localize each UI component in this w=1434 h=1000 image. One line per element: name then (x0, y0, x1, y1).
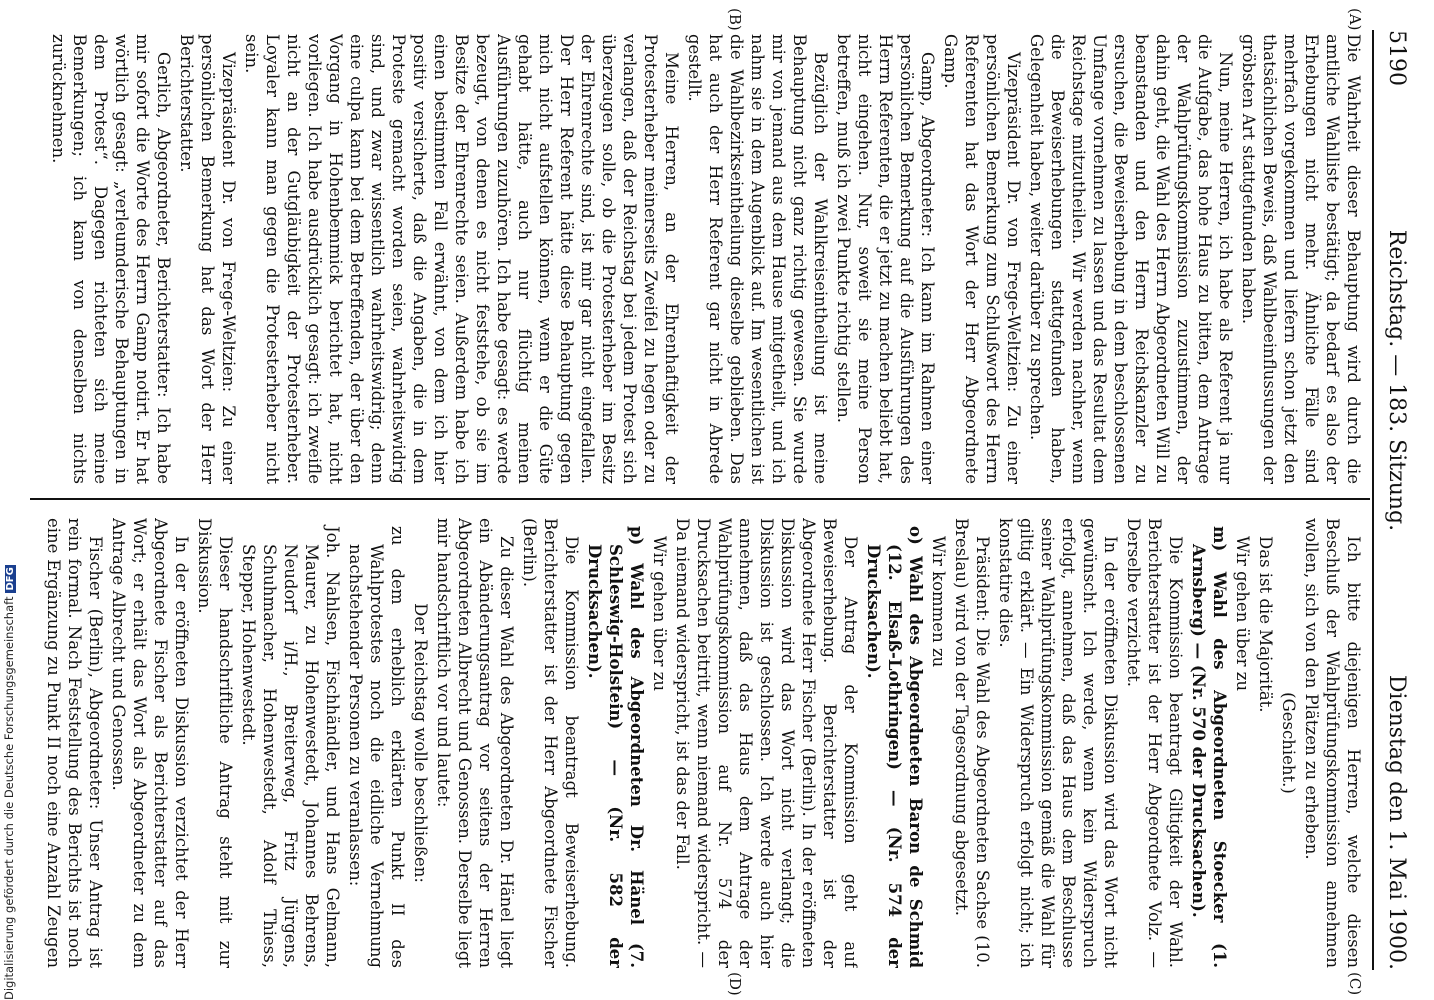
paragraph: Die Kommission beantragt Beweiserhebung. Berichterstatter ist der Herr Abgeordnete Fischer (Berlin). (520, 518, 581, 968)
header-title: Reichstag. — 183. Sitzung. (1384, 229, 1410, 532)
paragraph: Fischer (Berlin), Abgeordneter: Unser Antrag ist rein formal. Nach Feststellung des Berichts ist noch eine Ergänzung zu Punkt II noch eine Anzahl Zeugen (44, 518, 105, 968)
right-column (44, 518, 1364, 968)
header-date: Dienstag den 1. Mai 1900. (1384, 674, 1410, 970)
paragraph: Vizepräsident Dr. von Frege-Weltzien: Zu einer persönlichen Bemerkung zum Schlußwort des Herrn Referenten hat das Wort der Herr Abgeordnete Gamp. (941, 34, 1023, 484)
margin-mark-c: (C) (1346, 972, 1364, 996)
paragraph: Wir gehen über zu (650, 536, 669, 692)
paragraph: Wir kommen zu (929, 536, 948, 668)
agenda-item: m) Wahl des Abgeordneten Stoecker (1. Arnsberg) — (Nr. 570 der Drucksachen). (1189, 526, 1229, 968)
digitization-credit (2, 565, 16, 1000)
paragraph: Ich bitte diejenigen Herren, welche diesen Beschluß der Wahlprüfungskommission annehmen wollen, sich von den Plätzen zu erheben. (1302, 518, 1363, 968)
paragraph: Das ist die Majorität. (1256, 536, 1275, 713)
paragraph: Wir gehen über zu (1233, 536, 1252, 692)
paragraph: Zu dieser Wahl des Abgeordneten Dr. Hänel liegt ein Abänderungsantrag vor seitens der Herren Abgeordneten Albrecht und Genossen. Derselbe liegt mir handschriftlich vor und lautet: (434, 518, 516, 968)
paragraph: Präsident: Die Wahl des Abgeordneten Sachse (10. Breslau) wird von der Tagesordnung abgesetzt. (952, 518, 992, 968)
paragraph: Vizepräsident Dr. von Frege-Weltzien: Zu einer persönlichen Bemerkung hat das Wort der Herr Berichterstatter. (177, 34, 238, 484)
running-header (1382, 30, 1412, 970)
margin-mark-a: (A) (1346, 8, 1364, 31)
paragraph: Die Wahrheit dieser Behauptung wird durch die amtliche Wahlliste bestätigt; da bedarf es also der Erhebungen nicht mehr. Ähnliche Fälle sind mehrfach vorgekommen und liefern schon jetzt den thatsächlichen Beweis, daß Wahlbeeinflussungen der gröbsten Art stattgefunden haben. (1239, 34, 1363, 484)
paragraph (44, 34, 46, 484)
page-number: 5190 (1384, 30, 1410, 86)
paragraph: Der Antrag der Kommission geht auf Beweiserhebung. Berichterstatter ist der Abgeordnete Herr Fischer (Berlin). In der eröffneten Diskussion wird das Wort nicht verlangt; die Diskussion ist geschlossen. Ich werde auch hier annehmen, daß das Haus dem Antrage der Wahlprüfungskommission auf Nr. 574 der Drucksachen beitritt, wenn niemand widerspricht. — Da niemand widerspricht, ist das der Fall. (673, 518, 860, 968)
paragraph: Der Reichstag wolle beschließen: (411, 603, 430, 883)
paragraph: Nun, meine Herren, ich habe als Referent ja nur die Aufgabe, das hohe Haus zu bitten, dem Antrage der Wahlprüfungskommission zuzustimmen, der dahin geht, die Wahl des Herrn Abgeordneten Will zu beanstanden und den Herrn Reichskanzler zu ersuchen, die Beweiserhebung in dem beschlossenen Umfange vornehmen zu lassen und das Resultat dem Reichstage mitzutheilen. Wir werden nachher, wenn die Beweiserhebungen stattgefunden haben, Gelegenheit haben, weiter darüber zu sprechen. (1027, 34, 1235, 484)
paragraph: Bezüglich der Wahlkreiseintheilung ist meine Behauptung nicht ganz richtig gewesen. Sie wurde mir von jemand aus dem Hause mitgetheilt, und ich nahm sie in dem Augenblick auf. Im wesentlichen ist die Wahlbezirkseintheilung dieselbe geblieben. Das hat auch der Herr Referent gar nicht in Abrede gestellt. (685, 34, 830, 484)
margin-mark-d: (D) (726, 972, 744, 996)
agenda-item: o) Wahl des Abgeordneten Baron de Schmid (12. Elsaß-Lothringen) — (Nr. 574 der Drucksachen). (864, 526, 925, 968)
paragraph: Die Kommission beantragt Giltigkeit der Wahl. Berichterstatter ist der Herr Abgeordnete Volz. — Derselbe verzichtet. (1124, 518, 1185, 968)
paragraph: In der eröffneten Diskussion wird das Wort nicht gewünscht. Ich werde, wenn kein Widerspruch erfolgt, annehmen, daß das Haus dem Beschlusse seiner Wahlprüfungskommission gemäß die Wahl für giltig erklärt. — Ein Widerspruch erfolgt nicht; ich konstatire dies. (996, 518, 1120, 968)
paragraph: (Geschieht.) (1279, 692, 1298, 794)
paragraph: Joh. Nahlsen, Fischhändler, und Hans Gelmann, Maurer, zu Hohenwestedt, Johannes Behrens, Neudorf i/H., Breiterweg, Fritz Jürgens, Schuhmacher, Hohenwestedt, Adolf Thiess, Stepper, Hohenwestedt. (239, 526, 342, 968)
dfg-logo: DFG (5, 567, 16, 591)
header-rule (1372, 30, 1374, 970)
paragraph: Gamp, Abgeordneter: Ich kann im Rahmen einer persönlichen Bemerkung auf die Ausführungen des Herrn Referenten, die er jetzt zu machen beliebt hat, nicht eingehen. Nur, soweit sie meine Person betreffen, muß ich zwei Punkte richtig stellen. (834, 34, 937, 484)
paragraph: zu dem erheblich erklärten Punkt II des Wahlprotestes noch die eidliche Vernehmung nachstehender Personen zu veranlassen: (346, 526, 407, 968)
paragraph: Gerlich, Abgeordneter, Berichterstatter: Ich habe mir sofort die Worte des Herrn Gamp notirt. Er hat wörtlich gesagt: „verleumderische Behauptungen in dem Protest“. Dagegen richteten sich meine Bemerkungen; ich kann von denselben nichts zurücknehmen. (49, 34, 173, 484)
margin-mark-b: (B) (726, 8, 744, 31)
agenda-item: p) Wahl des Abgeordneten Dr. Hänel (7. Schleswig-Holstein) — (Nr. 582 der Drucksachen). (585, 526, 646, 968)
paragraph: In der eröffneten Diskussion verzichtet der Herr Abgeordnete Fischer als Berichterstatter auf das Wort; er erhält das Wort als Abgeordneter zu dem Antrage Albrecht und Genossen. (109, 518, 191, 968)
column-rule (30, 498, 1370, 500)
paragraph: Dieser handschriftliche Antrag steht mit zur Diskussion. (195, 518, 235, 968)
left-column (44, 34, 1364, 484)
credit-text: Digitalisierung gefördert durch die Deutsche Forschungsgemeinschaft (2, 596, 16, 1000)
paragraph: Meine Herren, an der Ehrenhaftigkeit der Protesterheber meinerseits Zweifel zu hegen oder zu verlangen, daß der Reichstag bei jedem Protest sich überzeugen solle, ob die Protesterheber im Besitz der Ehrenrechte sind, ist mir gar nicht eingefallen. Der Herr Referent hätte diese Behauptung gegen mich nicht aufstellen können, wenn er die Güte gehabt hätte, auch nur flüchtig meinen Ausführungen zuzuhören. Ich habe gesagt: es werde bezeugt, von denen es nicht feststehe, ob sie im Besitze der Ehrenrechte seien. Außerdem habe ich einen bestimmten Fall erwähnt, von dem ich hier positiv versicherte, daß die Angaben, die in dem Proteste gemacht worden seien, wahrheitswidrig sind, und zwar wissentlich wahrheitswidrig; denn eine culpa kann bei dem Betreffenden, der über den Vorgang in Hohenbemmick berichtet hat, nicht vorliegen. Ich habe ausdrücklich gesagt: ich zweifle nicht an der Gutgläubigkeit der Protesterheber. Loyaler kann man gegen die Protesterheber nicht sein. (242, 34, 681, 484)
